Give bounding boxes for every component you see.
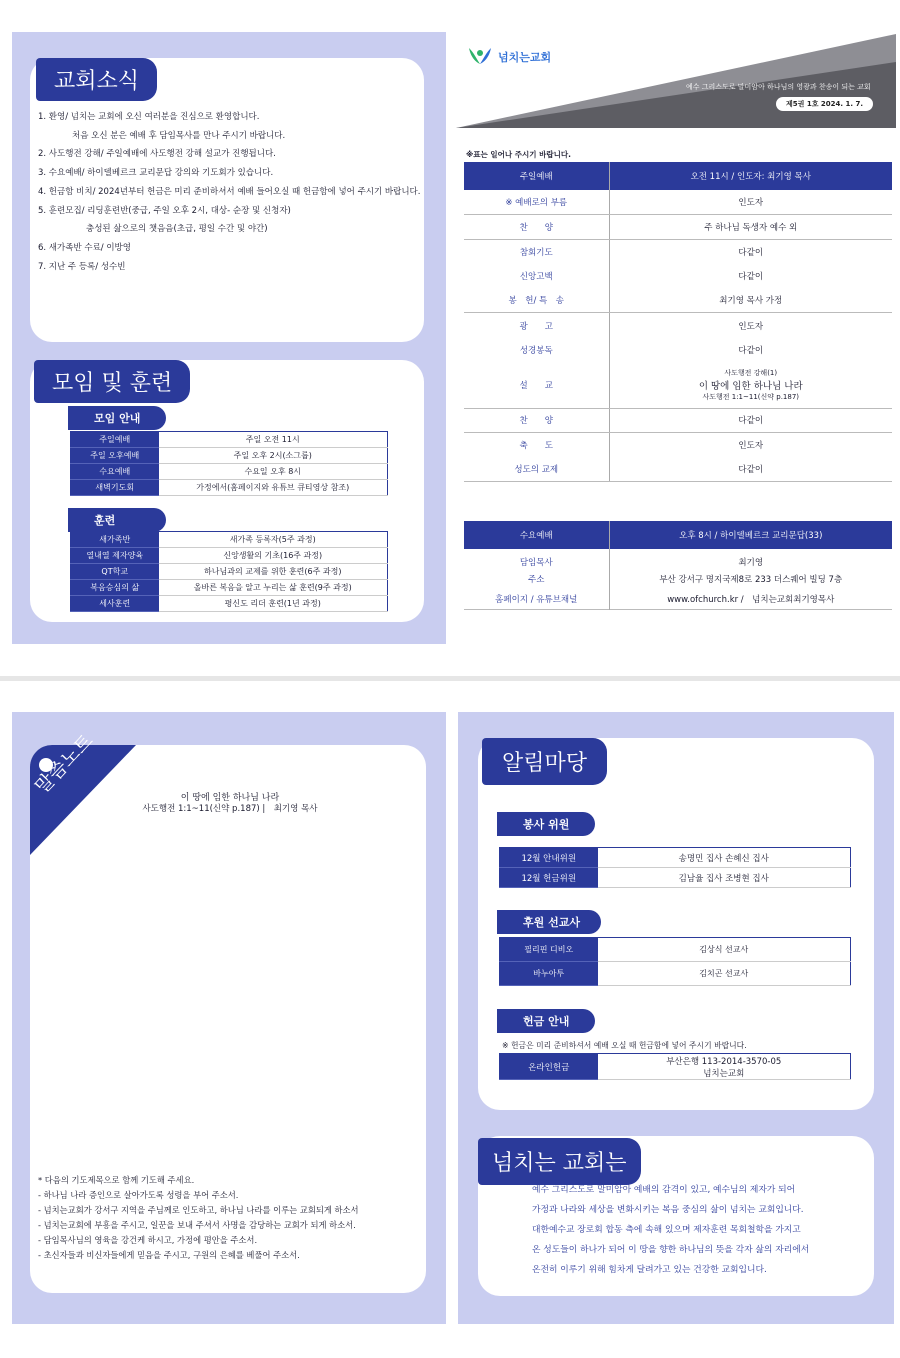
news-item: 2. 사도행전 강해/ 주일예배에 사도행전 강해 설교가 진행됩니다. — [38, 149, 276, 160]
sermon-ref: 사도행전 1:1~11(신약 p.187) — [702, 392, 800, 401]
table-row: 찬 양 다같이 — [464, 408, 892, 433]
offering-note: ※ 헌금은 미리 준비하셔서 예배 오실 때 헌금함에 넣어 주시기 바랍니다. — [502, 1041, 747, 1050]
sermon-note-label: 말씀노트 — [30, 729, 98, 799]
list-item: - 넘치는교회에 부흥을 주시고, 일꾼을 보내 주셔서 사명을 감당하는 교회가 되게 하소서. — [38, 1220, 356, 1230]
table-row: 세사훈련 평신도 리더 훈련(1년 과정) — [71, 596, 388, 612]
news-item: 3. 수요예배/ 하이델베르크 교리문답 강의와 기도회가 있습니다. — [38, 168, 274, 179]
table-row: 성경봉독 다같이 — [464, 338, 892, 363]
table-row: 새벽기도회 가정에서(홈페이지와 유튜브 큐티영상 참조) — [71, 480, 388, 496]
intro-line: 예수 그리스도로 말미암아 예배의 감격이 있고, 예수님의 제자가 되어 — [532, 1185, 796, 1195]
table-row: 홈페이지 / 유튜브채널 www.ofchurch.kr / 넘치는교회최기영목사 — [464, 589, 892, 609]
service-table — [499, 847, 851, 888]
notice-title: 알림마당 — [482, 738, 607, 785]
news-item: 처음 오신 분은 예배 후 담임목사를 만나 주시기 바랍니다. — [72, 130, 286, 141]
table-row: 수요예배 수요일 오후 8시 — [71, 464, 388, 480]
table-row: 담임목사 최기영 — [464, 549, 892, 569]
news-item: 6. 새가족반 수료/ 이방영 — [38, 242, 131, 253]
table-row: 주일예배 주일 오전 11시 — [71, 432, 388, 448]
table-row: ※ 예배로의 부름 인도자 — [464, 190, 892, 215]
mission-table — [499, 937, 851, 986]
worship-order-table — [464, 162, 892, 482]
table-row: 주소 부산 강서구 명지국제8로 233 더스퀘어 빌딩 7층 — [464, 569, 892, 589]
news-item: 4. 헌금함 비치/ 2024년부터 헌금은 미리 준비하셔서 예배 들어오실 때 헌금함에 넣어 주시기 바랍니다. — [38, 186, 421, 197]
table-row: 바누아투 김치곤 선교사 — [500, 962, 851, 986]
offering-table — [499, 1053, 851, 1080]
table-row: 온라인헌금 부산은행 113-2014-3570-05 넘치는교회 — [500, 1054, 851, 1080]
table-row: 복음승심의 삶 올바른 복음을 알고 누리는 삶 훈련(9주 과정) — [71, 580, 388, 596]
training-label: 훈련 — [68, 508, 166, 532]
intro-text — [532, 1180, 809, 1280]
table-row: 주일 오후예배 주일 오후 2시(소그룹) — [71, 448, 388, 464]
intro-line: 온전히 이루기 위해 힘차게 달려가고 있는 건강한 교회입니다. — [532, 1265, 767, 1275]
intro-line: 가정과 나라와 세상을 변화시키는 복음 중심의 삶이 넘치는 교회입니다. — [532, 1205, 804, 1215]
table-row: 12월 안내위원 송명민 집사 손혜신 집사 — [500, 848, 851, 868]
guide-label: 모임 안내 — [68, 406, 166, 430]
service-label: 봉사 위원 — [497, 812, 595, 836]
list-item: * 다음의 기도제목으로 함께 기도해 주세요. — [38, 1175, 195, 1185]
table-row: QT학교 하나님과의 교제를 위한 훈련(6주 과정) — [71, 564, 388, 580]
sermon-row: 설 교 사도행전 강해(1) 이 땅에 임한 하나님 나라 사도행전 1:1~11(신약 p.187) — [464, 362, 892, 408]
table-row: 수요예배 오후 8시 / 하이델베르크 교리문답(33) — [464, 521, 892, 549]
news-item: 충성된 삶으로의 챗음음(초급, 평일 수간 및 야간) — [86, 224, 268, 235]
list-item: - 넘치는교회가 강서구 지역을 주님께로 인도하고, 하나님 나라를 이루는 교회되게 하소서 — [38, 1205, 359, 1215]
news-list — [38, 108, 420, 276]
table-row: 신앙고백 다같이 — [464, 264, 892, 289]
page-divider — [0, 676, 900, 681]
news-title: 교회소식 — [36, 58, 157, 101]
wednesday-table — [464, 521, 892, 610]
news-item: 7. 지난 주 등록/ 성수빈 — [38, 261, 126, 272]
sermon-title: 이 땅에 임한 하나님 나라 — [698, 380, 803, 392]
guide-table — [70, 431, 388, 496]
standing-note: ※표는 일어나 주시기 바랍니다. — [466, 150, 571, 159]
intro-title: 넘치는 교회는 — [478, 1138, 641, 1185]
list-item: - 초신자들과 비신자들에게 믿음을 주시고, 구원의 은혜를 베풀어 주소서. — [38, 1250, 300, 1260]
note-sermon-ref: 사도행전 1:1~11(신약 p.187) | 최기영 목사 — [142, 804, 318, 814]
news-item: 5. 훈련모집/ 리딩훈련반(중급, 주일 오후 2시, 대상- 순장 및 신청자) — [38, 205, 291, 216]
table-row: 열내열 제자양육 신앙생활의 기초(16주 과정) — [71, 548, 388, 564]
table-row: 봉 헌/ 특 송 최기영 목사 가정 — [464, 288, 892, 313]
intro-line: 온 성도들이 하나가 되어 이 땅을 향한 하나님의 뜻을 각자 삶의 자리에서 — [532, 1245, 810, 1255]
table-row: 축 도 인도자 — [464, 433, 892, 458]
table-row: 광 고 인도자 — [464, 313, 892, 338]
offering-label: 헌금 안내 — [497, 1009, 595, 1033]
table-row: 필리핀 디비오 김상식 선교사 — [500, 938, 851, 962]
prayer-list — [38, 1173, 359, 1263]
mission-label: 후원 선교사 — [497, 910, 601, 934]
table-row: 찬 양 주 하나님 독생자 예수 외 — [464, 215, 892, 240]
issue-badge: 제5권 1호 2024. 1. 7. — [776, 97, 873, 111]
church-name: 넘치는교회 — [498, 51, 552, 64]
table-row: 주일예배 오전 11시 / 인도자: 최기영 목사 — [464, 162, 892, 190]
table-row: 12월 헌금위원 김남율 집사 조병현 집사 — [500, 868, 851, 888]
note-sermon-title: 이 땅에 임한 하나님 나라 — [180, 793, 280, 803]
meetings-title: 모임 및 훈련 — [34, 360, 190, 403]
church-logo-icon — [466, 44, 494, 68]
church-tagline: 예수 그리스도로 말미암아 하나님의 영광과 찬송이 되는 교회 — [686, 83, 871, 91]
table-row: 새가족반 새가족 등록자(5주 과정) — [71, 532, 388, 548]
news-item: 1. 환영/ 넘치는 교회에 오신 여러분을 진심으로 환영합니다. — [38, 112, 260, 122]
sermon-series: 사도행전 강해(1) — [724, 368, 778, 377]
intro-line: 대한예수교 장로회 합동 측에 속해 있으며 제자훈련 목회철학을 가지고 — [532, 1225, 801, 1235]
bank-account: 부산은행 113-2014-3570-05 — [666, 1056, 782, 1067]
training-table — [70, 531, 388, 612]
list-item: - 하나님 나라 증인으로 살아가도록 성령을 부어 주소서. — [38, 1190, 239, 1200]
table-row: 참회기도 다같이 — [464, 239, 892, 264]
account-holder: 넘치는교회 — [703, 1068, 745, 1079]
list-item: - 담임목사님의 영육을 강건케 하시고, 가정에 평안을 주소서. — [38, 1235, 258, 1245]
table-row: 성도의 교제 다같이 — [464, 457, 892, 482]
